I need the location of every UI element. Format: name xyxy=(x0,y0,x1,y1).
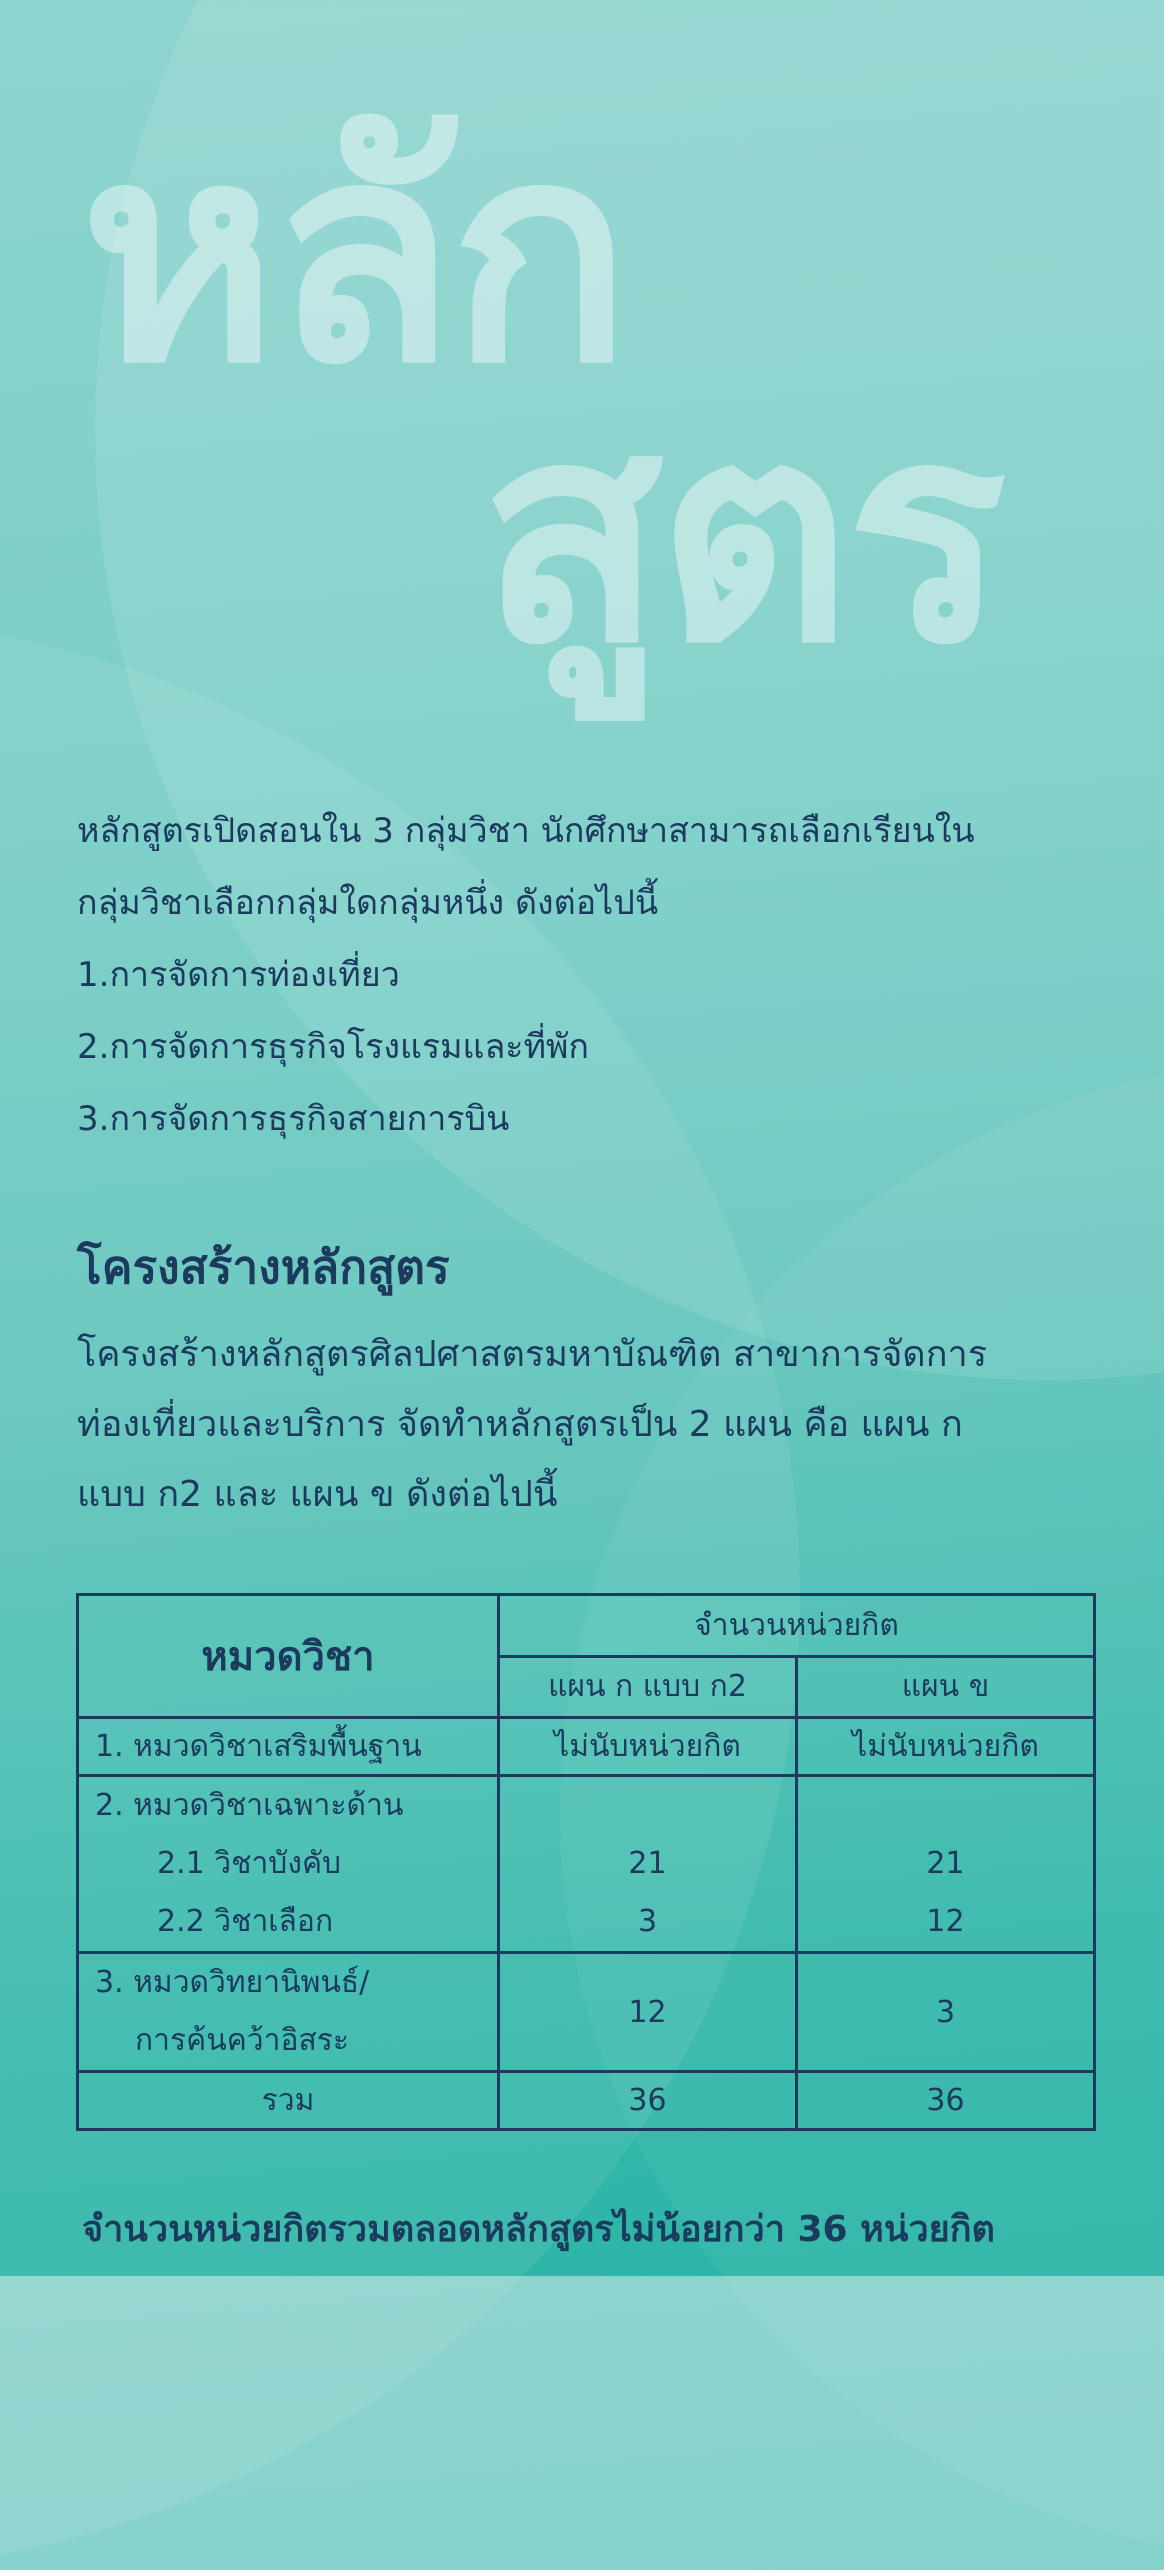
header-category: หมวดวิชา xyxy=(78,1595,499,1718)
table-row xyxy=(78,1953,1095,2072)
section-title: โครงสร้างหลักสูตร xyxy=(77,1240,450,1294)
intro-list-item: 1.การจัดการท่องเที่ยว xyxy=(77,955,400,995)
cell-plan-b: ไม่นับหน่วยกิต xyxy=(797,1718,1095,1776)
header-plan-a: แผน ก แบบ ก2 xyxy=(499,1656,797,1718)
cell-plan-a: 12 xyxy=(499,1953,797,2072)
row-label: การค้นคว้าอิสระ xyxy=(135,2023,350,2058)
hero-title-line1: หลัก xyxy=(80,80,626,429)
row-label-group xyxy=(78,1776,499,1953)
row-label: 3. หมวดวิทยานิพนธ์/ xyxy=(95,1965,370,2000)
intro-list-item: 3.การจัดการธุรกิจสายการบิน xyxy=(77,1099,510,1139)
cell-plan-a: 3 xyxy=(637,1904,658,1939)
table-total-row xyxy=(78,2072,1095,2130)
cell-plan-b: 21 xyxy=(926,1846,965,1881)
table-row xyxy=(78,1776,1095,1953)
credit-table xyxy=(76,1593,1096,2131)
intro-line: หลักสูตรเปิดสอนใน 3 กลุ่มวิชา นักศึกษาสามารถเลือกเรียนใน xyxy=(77,811,975,851)
cell-plan-b-group xyxy=(797,1776,1095,1953)
intro-list-item: 2.การจัดการธุรกิจโรงแรมและที่พัก xyxy=(77,1027,589,1067)
structure-line: โครงสร้างหลักสูตรศิลปศาสตรมหาบัณฑิต สาขาการจัดการ xyxy=(77,1334,988,1375)
total-plan-b: 36 xyxy=(797,2072,1095,2130)
total-label: รวม xyxy=(78,2072,499,2130)
cell-plan-a: ไม่นับหน่วยกิต xyxy=(499,1718,797,1776)
cell-plan-b: 12 xyxy=(926,1904,965,1939)
row-sublabel: 2.2 วิชาเลือก xyxy=(157,1904,334,1939)
row-label: 1. หมวดวิชาเสริมพื้นฐาน xyxy=(78,1718,499,1776)
cell-plan-a-group xyxy=(499,1776,797,1953)
row-label: 2. หมวดวิชาเฉพาะด้าน xyxy=(95,1788,404,1823)
cell-plan-b: 3 xyxy=(797,1953,1095,2072)
hero-title-line2: สูตร xyxy=(480,360,1002,709)
table-row xyxy=(78,1718,1095,1776)
cell-plan-a: 21 xyxy=(628,1846,667,1881)
header-units: จำนวนหน่วยกิต xyxy=(499,1595,1095,1657)
intro-line: กลุ่มวิชาเลือกกลุ่มใดกลุ่มหนึ่ง ดังต่อไปนี้ xyxy=(77,883,659,923)
structure-line: ท่องเที่ยวและบริการ จัดทำหลักสูตรเป็น 2 แผน คือ แผน ก xyxy=(77,1404,963,1445)
structure-line: แบบ ก2 และ แผน ข ดังต่อไปนี้ xyxy=(77,1474,558,1515)
structure-paragraph xyxy=(77,1320,1117,1530)
row-label-group xyxy=(78,1953,499,2072)
row-sublabel: 2.1 วิชาบังคับ xyxy=(157,1846,342,1881)
footer-note: จำนวนหน่วยกิตรวมตลอดหลักสูตรไม่น้อยกว่า 36 หน่วยกิต xyxy=(82,2209,995,2250)
intro-paragraph xyxy=(77,795,1107,1155)
total-plan-a: 36 xyxy=(499,2072,797,2130)
header-plan-b: แผน ข xyxy=(797,1656,1095,1718)
